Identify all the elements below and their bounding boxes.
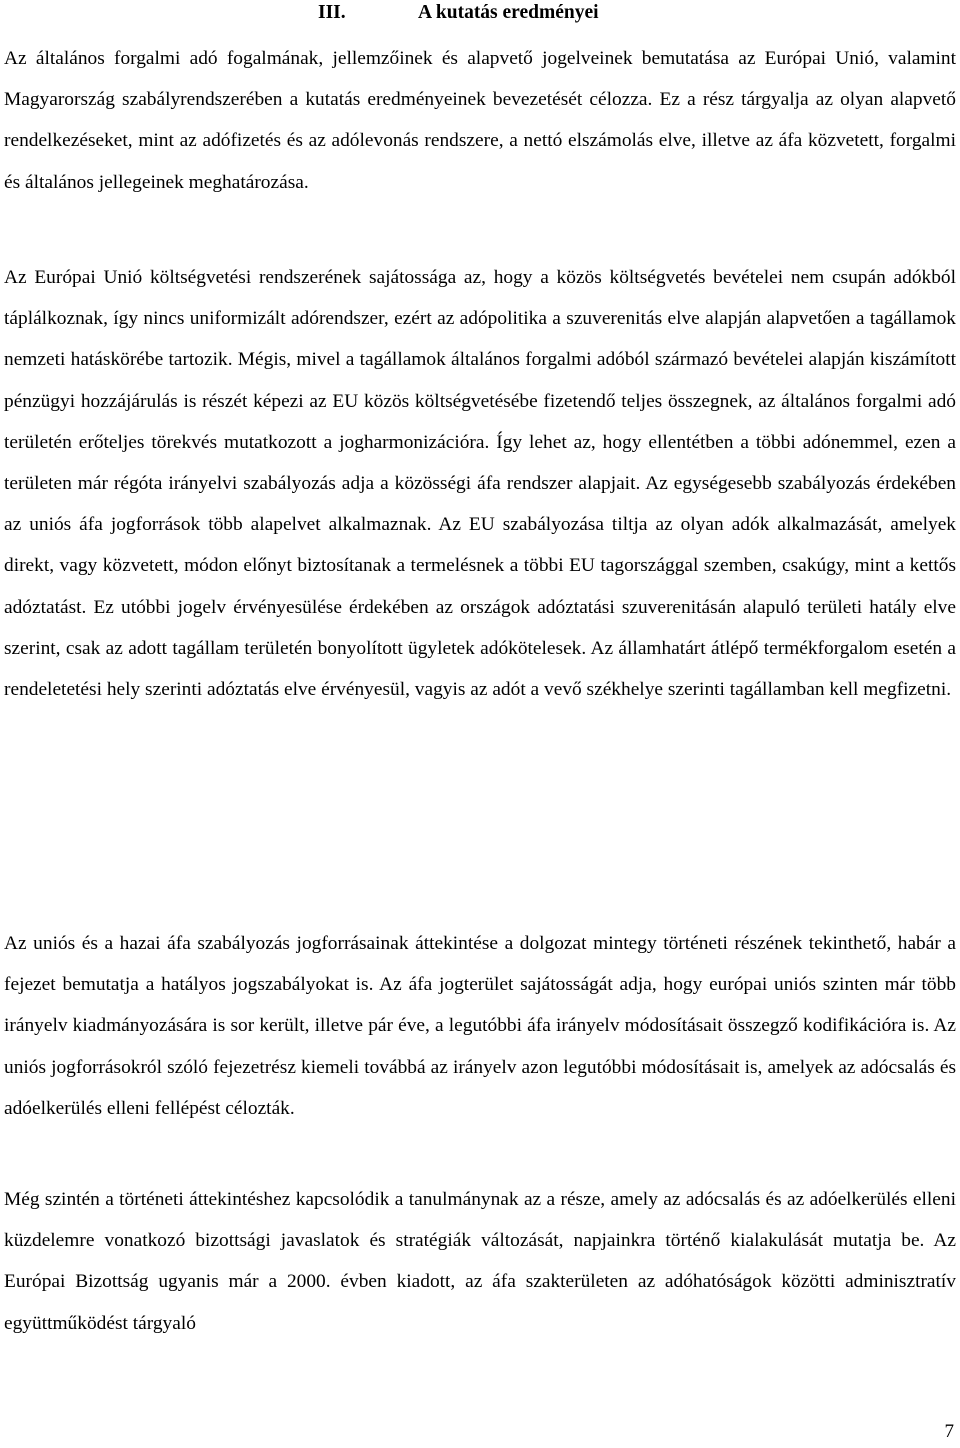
- section-number: III.: [318, 2, 346, 23]
- paragraph-legal-sources: Az uniós és a hazai áfa szabályozás jogforrásainak áttekintése a dolgozat mintegy történeti részének tekinthető, habár a fejezet bemutatja a hatályos jogszabályokat is. Az áfa jogterület sajátosságát adja, hogy európai uniós szinten már több irányelv kiadmányozására is sor került, illetve pár éve, a legutóbbi áfa irányelv módosításait összegző kodifikációra is. Az uniós jogforrásokról szóló fejezetrész kiemeli továbbá az irányelv azon legutóbbi módosításait is, amelyek az adócsalás és adóelkerülés elleni fellépést célozták.: [4, 933, 956, 1119]
- section-heading: [0, 0, 960, 26]
- section-title: A kutatás eredményei: [418, 2, 599, 23]
- paragraph-historical-overview: Még szintén a történeti áttekintéshez kapcsolódik a tanulmánynak az a része, amely az adócsalás és az adóelkerülés elleni küzdelemre vonatkozó bizottsági javaslatok és stratégiák változását, napjainkra történő kialakulását mutatja be. Az Európai Bizottság ugyanis már a 2000. évben kiadott, az áfa szakterületen az adóhatóságok közötti adminisztratív együttműködést tárgyaló: [4, 1189, 956, 1334]
- paragraph-eu-budget: Az Európai Unió költségvetési rendszerének sajátossága az, hogy a közös költségvetés bevételei nem csupán adókból táplálkoznak, így nincs uniformizált adórendszer, ezért az adópolitika a szuverenitás elve alapján alapvetően a tagállamok nemzeti hatáskörébe tartozik. Mégis, mivel a tagállamok általános forgalmi adóból származó bevételei alapján kiszámított pénzügyi hozzájárulás is részét képezi az EU közös költségvetésébe fizetendő teljes összegnek, az általános forgalmi adó területén erőteljes törekvés mutatkozott a jogharmonizációra. Így lehet az, hogy ellentétben a többi adónemmel, ezen a területen már régóta irányelvi szabályozás adja a közösségi áfa rendszer alapjait. Az egységesebb szabályozás érdekében az uniós áfa jogforrások több alapelvet alkalmaznak. Az EU szabályozása tiltja az olyan adók alkalmazását, amelyek direkt, vagy közvetett, módon előnyt biztosítanak a termelésnek a többi EU tagországgal szemben, csakúgy, mint a kettős adóztatást. Ez utóbbi jogelv érvényesülése érdekében az országok adóztatási szuverenitásán alapuló területi hatály elve szerint, csak az adott tagállam területén bonyolított ügyletek adókötelesek. Az államhatárt átlépő termékforgalom esetén a rendeletetési hely szerinti adóztatás elve érvényesül, vagyis az adót a vevő székhelye szerinti tagállamban kell megfizetni.: [4, 267, 956, 701]
- paragraph-intro: Az általános forgalmi adó fogalmának, jellemzőinek és alapvető jogelveinek bemutatása az Európai Unió, valamint Magyarország szabályrendszerében a kutatás eredményeinek bevezetését célozza. Ez a rész tárgyalja az olyan alapvető rendelkezéseket, mint az adófizetés és az adólevonás rendszere, a nettó elszámolás elve, illetve az áfa közvetett, forgalmi és általános jellegeinek meghatározása.: [4, 48, 956, 193]
- page-number: 7: [944, 1421, 954, 1442]
